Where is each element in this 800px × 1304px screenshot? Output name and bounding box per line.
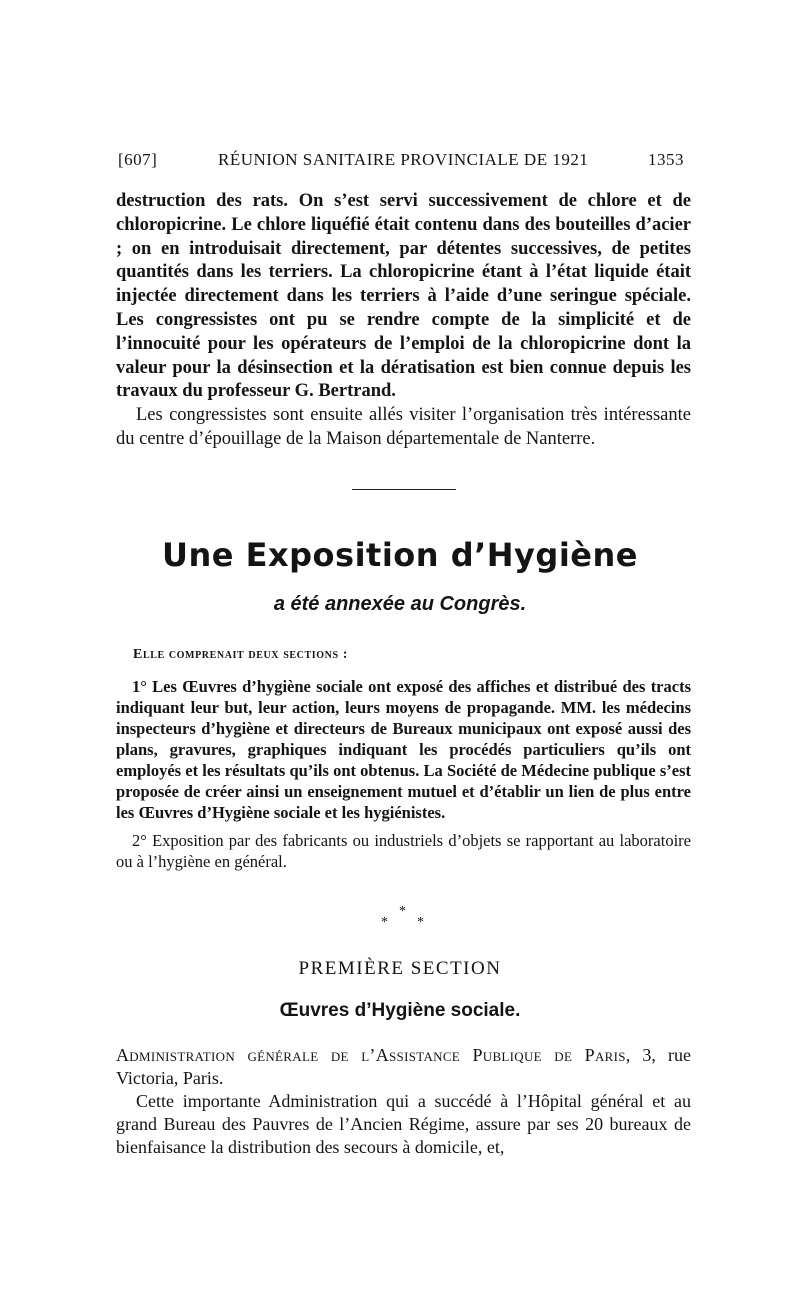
exposition-title: Une Exposition d’Hygiène xyxy=(162,536,638,574)
entry-address: , 3, rue Victoria, Paris. xyxy=(116,1045,691,1088)
running-title: RÉUNION SANITAIRE PROVINCIALE DE 1921 xyxy=(218,150,589,169)
section-divider xyxy=(352,489,456,490)
premiere-section-title: PREMIÈRE SECTION xyxy=(298,958,502,979)
section-item-1: 1° Les Œuvres d’hygiène sociale ont exposé des affiches et distribué des tracts indiquant leur but, leur action, leurs moyens de propagande. MM. les médecins inspecteurs d’hygiène et directeurs de Bureaux municipaux ont exposé aussi des plans, gravures, graphiques indiquant les procédés particuliers qu’ils ont employés et les résultats qu’ils ont obtenus. La Société de Médecine publique s’est proposée de créer ainsi un enseignement mutuel et d’établir un lien de plus entre les Œuvres d’Hygiène sociale et les hygiénistes. xyxy=(116,677,691,822)
page-bracket-number: [607] xyxy=(118,150,158,169)
premiere-section-subtitle: Œuvres d’Hygiène sociale. xyxy=(279,1000,521,1021)
exposition-subtitle: a été annexée au Congrès. xyxy=(273,593,527,615)
entry-institution: Administration générale de l’Assistance Publique de Paris xyxy=(116,1045,626,1065)
paragraph-rats: destruction des rats. On s’est servi successivement de chlore et de chloropicrine. Le chlore liquéfié était contenu dans des bouteilles d’acier ; on en introduisait directement, par détentes successives, de petites quantités dans les terriers. La chloropicrine étant à l’état liquide était injectée directement dans les terriers à l’aide d’une seringue spéciale. Les congressistes ont pu se rendre compte de la simplicité et de l’innocuité pour les opérateurs de l’emploi de la chloropicrine dont la valeur pour la désinsection et la dératisation est bien connue depuis les travaux du professeur G. Bertrand. xyxy=(116,191,691,402)
assistance-publique-entry xyxy=(116,1044,691,1159)
asterism-ornament xyxy=(372,904,432,934)
entry-description: Cette importante Administration qui a succédé à l’Hôpital général et au grand Bureau des Pauvres de l’Ancien Régime, assure par ses 20 bureaux de bienfaisance la distribution des secours à domicile, et, xyxy=(116,1091,691,1157)
sections-lead: Elle comprenait deux sections : xyxy=(133,647,348,662)
asterisk-top: * xyxy=(399,904,406,919)
asterisk-right: * xyxy=(417,915,424,930)
sections-list xyxy=(116,676,691,879)
entry-heading xyxy=(116,1044,691,1090)
page-number: 1353 xyxy=(648,150,684,169)
paragraph-nanterre: Les congressistes sont ensuite allés visiter l’organisation très intéressante du centre d’épouillage de la Maison départementale de Nanterre. xyxy=(116,405,691,449)
asterisk-left: * xyxy=(381,915,388,930)
intro-text xyxy=(116,190,691,452)
section-item-2: 2° Exposition par des fabricants ou industriels d’objets se rapportant au laboratoire ou à l’hygiène en général. xyxy=(116,831,691,871)
